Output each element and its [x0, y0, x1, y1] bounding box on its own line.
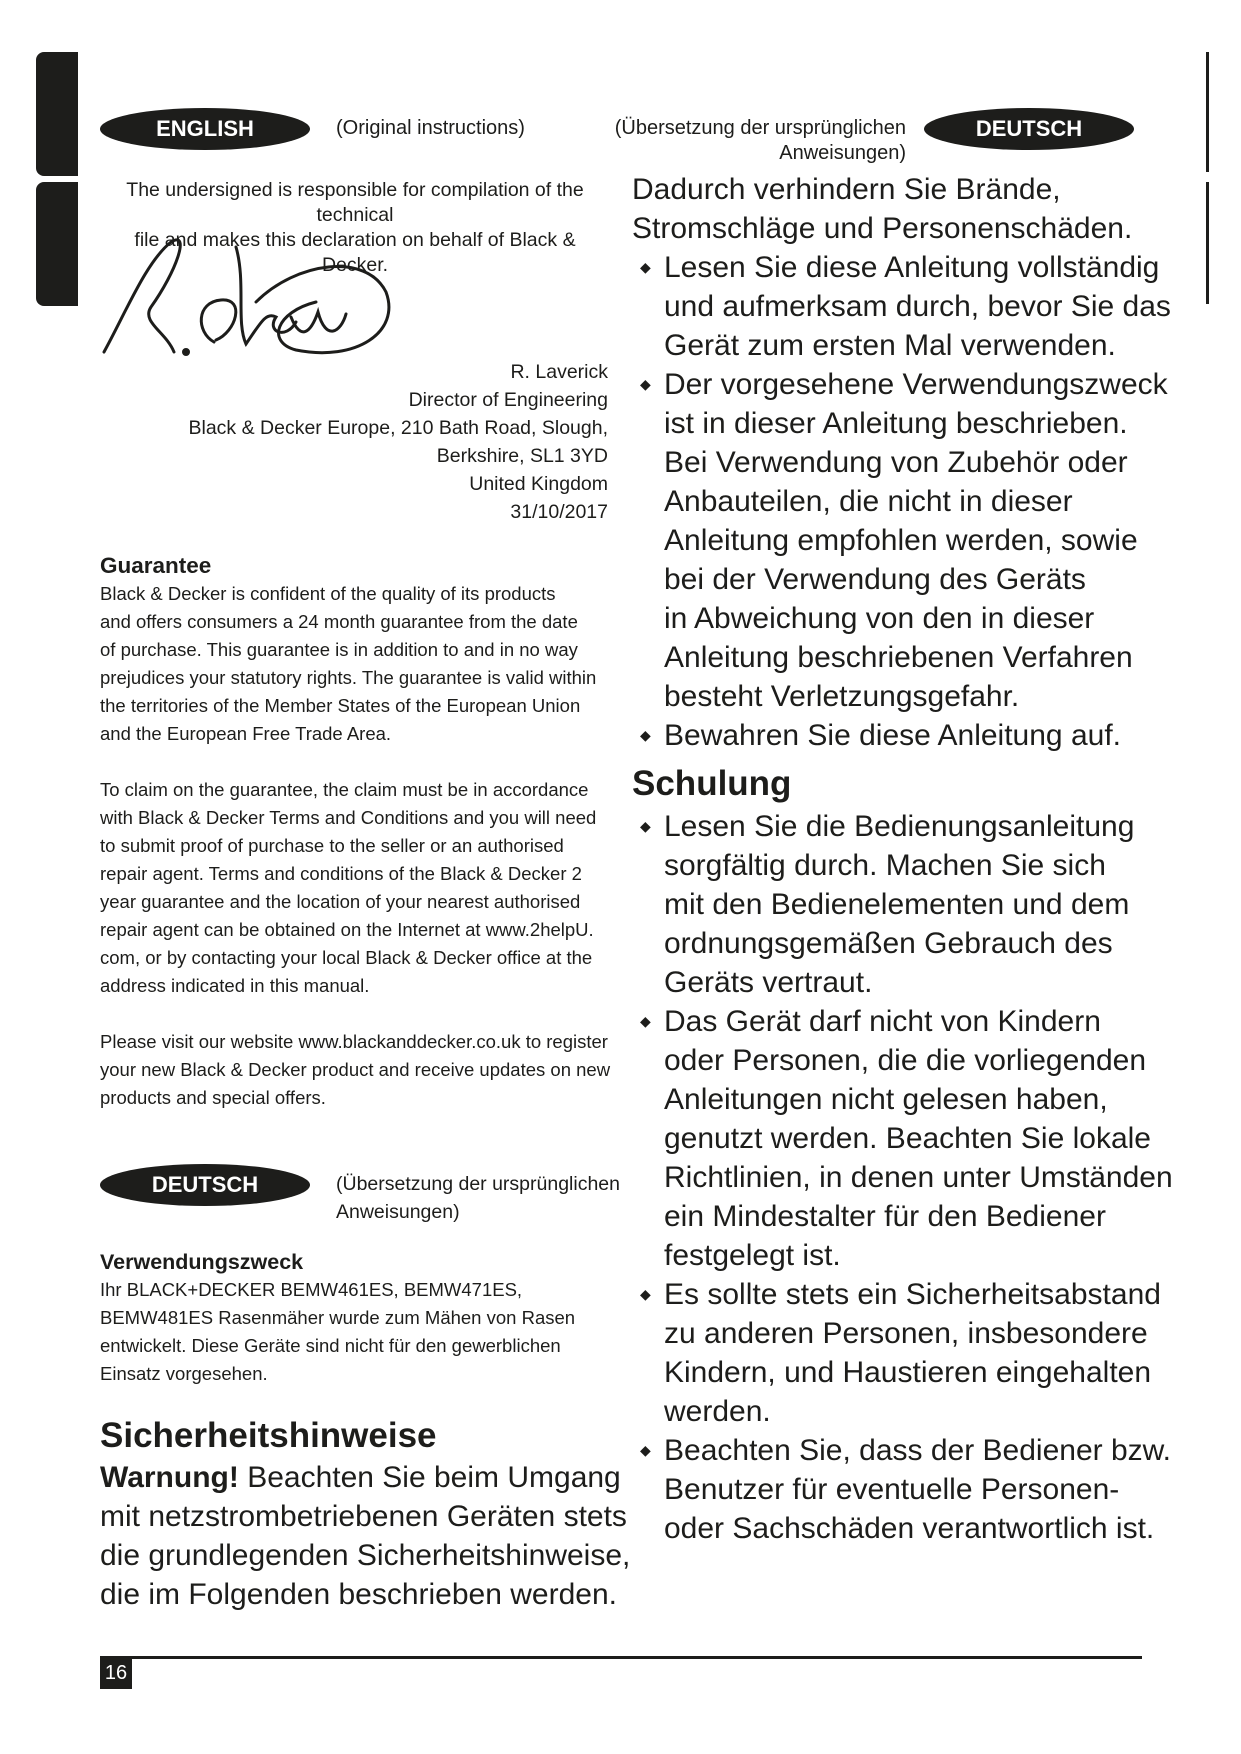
list-item: ◆ Der vorgesehene Verwendungszweck ist in dieser Anleitung beschrieben. Bei Verwendung von Zubehör oder Anbauteilen, die nicht in dieser Anleitung empfohlen werden, sowie bei der Verwendung des Geräts in Abweichung von den in dieser Anleitung beschriebenen Verfahren besteht Verletzungsgefahr.: [632, 365, 1192, 716]
translation-note-lower: (Übersetzung der ursprünglichen Anweisungen): [336, 1173, 620, 1223]
training-list: [632, 807, 1192, 1548]
list-item: ◆ Es sollte stets ein Sicherheitsabstand zu anderen Personen, insbesondere Kindern, und Haustieren eingehalten werden.: [632, 1275, 1192, 1431]
right-column: Dadurch verhindern Sie Brände, Stromschläge und Personenschäden. ◆ Lesen Sie diese Anleitung vollständig und aufmerksam durch, bevor Sie das Gerät zum ersten Mal verwenden. ◆ Der vorgesehene Verwendungszweck ist in dieser Anleitung beschrieben. Bei Verwendung von Zubehör oder Anbauteilen, die nicht in dieser Anleitung empfohlen werden, sowie bei der Verwendung des Geräts in Abweichung von den in dieser Anleitung beschriebenen Verfahren besteht Verletzungsgefahr. ◆ Bewahren Sie diese Anleitung auf. Schulung ◆ Lesen Sie die Bedienungsanleitung sorgfältig durch. Machen Sie sich mit den Bedienelementen und dem ordnungsgemäßen Gebrauch des Geräts vertraut. ◆ Das Gerät darf nicht von Kindern oder Personen, die die vorliegenden Anleitungen nicht gelesen haben, genutzt werden. Beachten Sie lokale Richtlinien, in denen unter Umständen ein Mindestalter für den Bediener festgelegt ist. ◆ Es sollte stets ein Sicherheitsabstand zu anderen Personen, insbesondere Kindern, und Haustieren eingehalten werden. ◆ Beachten Sie, dass der Bediener bzw. Benutzer für eventuelle Personen- oder Sachschäden verantwortlich ist.: [632, 170, 1192, 1548]
guarantee-paragraph-2: To claim on the guarantee, the claim must be in accordance with Black & Decker Terms and Conditions and you will need to submit proof of purchase to the seller or an authorised repair agent. Terms and conditions of the Black & Decker 2 year guarantee and the location of your nearest authorised repair agent can be obtained on the Internet at www.2helpU. com, or by contacting your local Black & Decker office at the address indicated in this manual.: [100, 779, 597, 996]
guarantee-paragraph-1: Black & Decker is confident of the quality of its products and offers consumers a 24 month guarantee from the date of purchase. This guarantee is in addition to and in no way prejudices your statutory rights. The guarantee is valid within the territories of the Member States of the European Union and the European Free Trade Area.: [100, 583, 597, 744]
list-item: ◆ Das Gerät darf nicht von Kindern oder Personen, die die vorliegenden Anleitungen nicht gelesen haben, genutzt werden. Beachten Sie lokale Richtlinien, in denen unter Umständen ein Mindestalter für den Bediener festgelegt ist.: [632, 1002, 1192, 1275]
guarantee-paragraph-3: Please visit our website www.blackanddecker.co.uk to register your new Black & Decker product and receive updates on new products and special offers.: [100, 1031, 611, 1108]
general-safety-list: [632, 248, 1192, 755]
intended-use-section: Verwendungszweck Ihr BLACK+DECKER BEMW461ES, BEMW471ES, BEMW481ES Rasenmäher wurde zum Mähen von Rasen entwickelt. Diese Geräte sind nicht für den gewerblichen Einsatz vorgesehen.: [100, 1248, 620, 1388]
language-badge-deutsch: DEUTSCH: [924, 108, 1134, 150]
page-number: 16: [100, 1657, 132, 1689]
list-item: ◆ Beachten Sie, dass der Bediener bzw. Benutzer für eventuelle Personen- oder Sachschäden verantwortlich ist.: [632, 1431, 1192, 1548]
signatory-block: R. Laverick Director of Engineering Black & Decker Europe, 210 Bath Road, Slough, Berkshire, SL1 3YD United Kingdom 31/10/2017: [188, 361, 608, 523]
list-item: ◆ Lesen Sie diese Anleitung vollständig und aufmerksam durch, bevor Sie das Gerät zum ersten Mal verwenden.: [632, 248, 1192, 365]
side-tab-marker: [36, 182, 78, 306]
guarantee-section: [100, 552, 620, 1112]
language-badge-english: ENGLISH: [100, 108, 310, 150]
guarantee-heading: Guarantee: [100, 553, 212, 578]
intended-use-heading: Verwendungszweck: [100, 1250, 304, 1274]
list-item: ◆ Bewahren Sie diese Anleitung auf.: [632, 716, 1192, 755]
right-margin-rule: [1206, 182, 1209, 304]
safety-section: Sicherheitshinweise Warnung! Beachten Sie beim Umgang mit netzstrombetriebenen Geräten stets die grundlegenden Sicherheitshinweise, die im Folgenden beschrieben werden.: [100, 1414, 640, 1614]
safety-heading: Sicherheitshinweise: [100, 1416, 437, 1455]
list-item: ◆ Lesen Sie die Bedienungsanleitung sorgfältig durch. Machen Sie sich mit den Bedienelementen und dem ordnungsgemäßen Gebrauch des Geräts vertraut.: [632, 807, 1192, 1002]
footer-rule: [100, 1656, 1142, 1659]
language-badge-deutsch-lower: DEUTSCH: [100, 1164, 310, 1206]
declaration-text: The undersigned is responsible for compilation of the technical file and makes this declaration on behalf of Black & Decker.: [126, 179, 584, 276]
right-margin-rule: [1206, 52, 1209, 172]
warning-label: Warnung!: [100, 1461, 239, 1494]
side-tab-marker: [36, 52, 78, 176]
training-heading: Schulung: [632, 764, 792, 803]
translation-note: (Übersetzung der ursprünglichen Anweisungen): [614, 117, 906, 164]
original-instructions-note: (Original instructions): [336, 117, 525, 139]
